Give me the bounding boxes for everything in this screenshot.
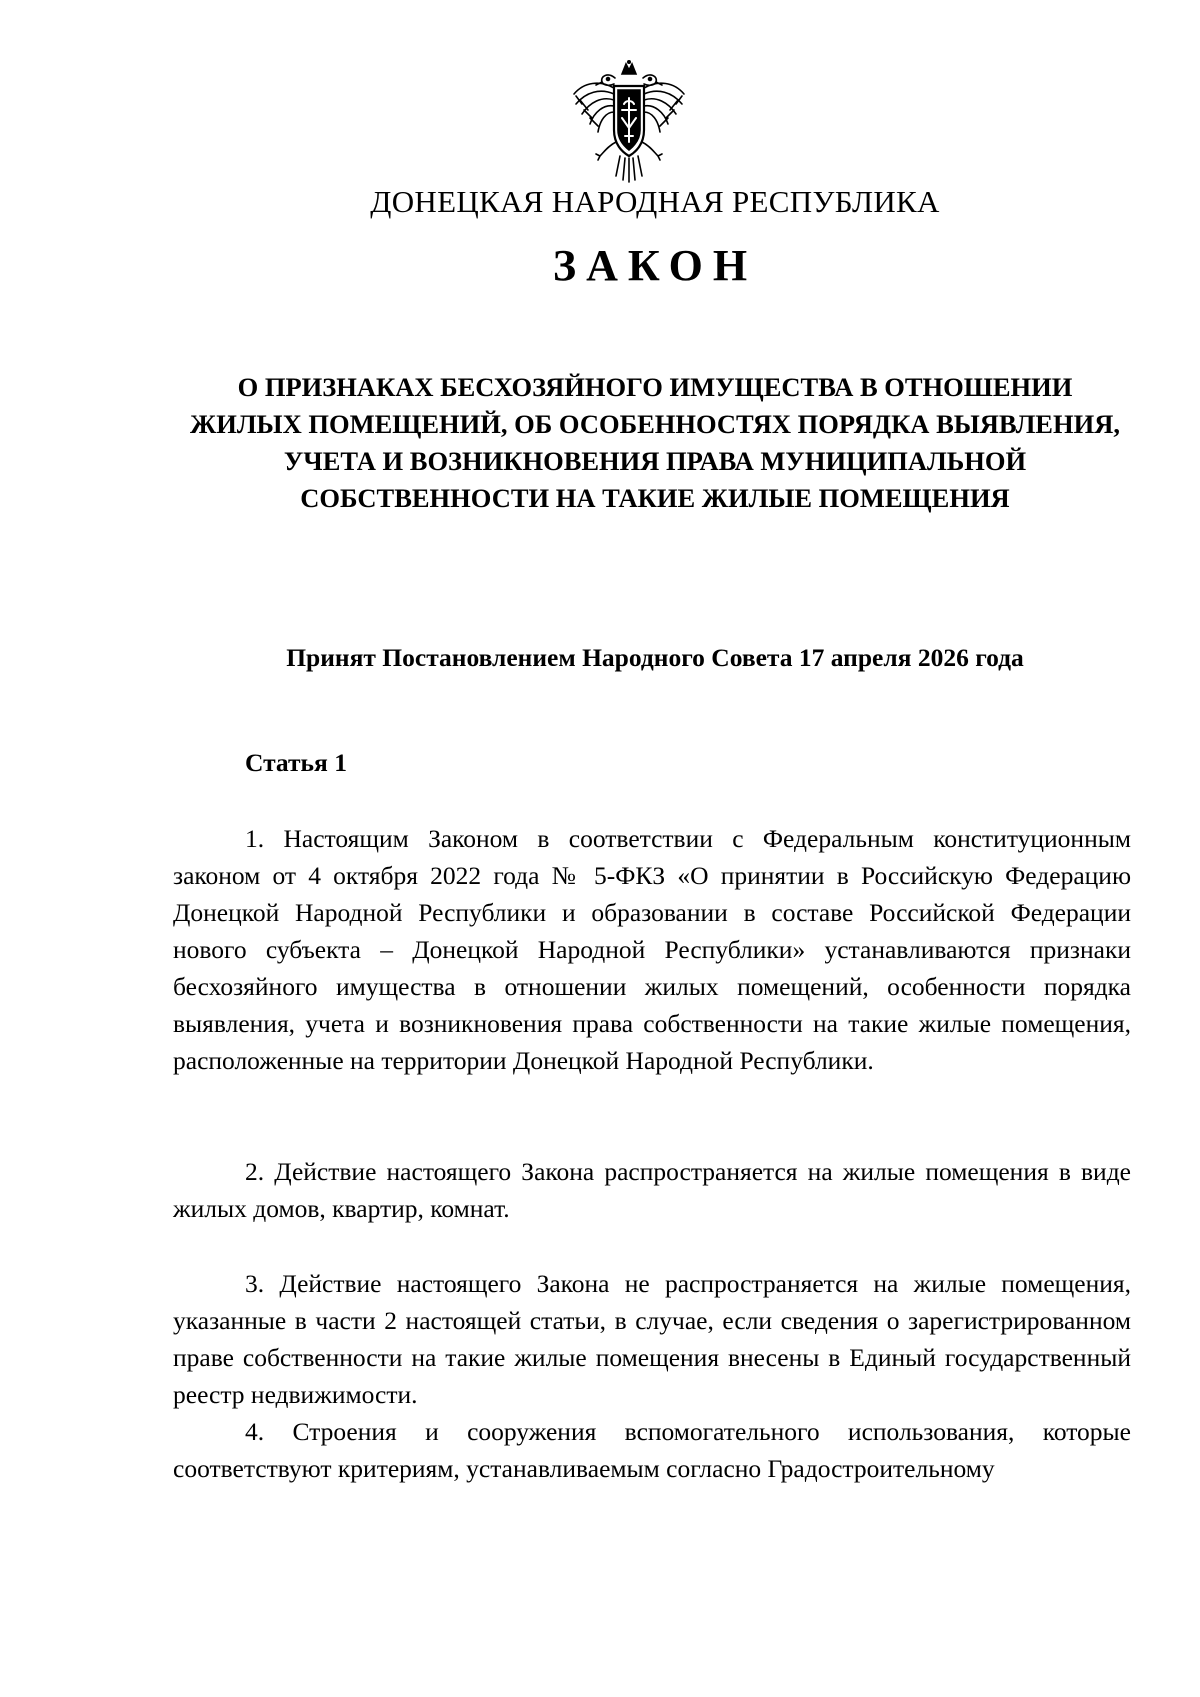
coat-of-arms-icon xyxy=(570,58,688,186)
republic-name: ДОНЕЦКАЯ НАРОДНАЯ РЕСПУБЛИКА xyxy=(370,184,940,219)
article-heading: Статья 1 xyxy=(245,748,347,777)
adoption-note: Принят Постановлением Народного Совета 17 апреля 2026 года xyxy=(286,643,1024,672)
article-paragraph: 2. Действие настоящего Закона распространяется на жилые помещения в виде жилых домов, квартир, комнат. xyxy=(173,1157,1131,1223)
article-paragraph: 1. Настоящим Законом в соответствии с Федеральным конституционным законом от 4 октября 2022 года № 5-ФКЗ «О принятии в Российскую Федерацию Донецкой Народной Республики и образовании в составе Российской Федерации нового субъекта – Донецкой Народной Республики» устанавливаются признаки бесхозяйного имущества в отношении жилых помещений, особенности порядка выявления, учета и возникновения права собственности на такие жилые помещения, расположенные на территории Донецкой Народной Республики. xyxy=(173,824,1131,1075)
article-paragraph: 3. Действие настоящего Закона не распространяется на жилые помещения, указанные в части 2 настоящей статьи, в случае, если сведения о зарегистрированном праве собственности на такие жилые помещения внесены в Единый государственный реестр недвижимости. xyxy=(173,1269,1131,1409)
article-paragraph: 4. Строения и сооружения вспомогательного использования, которые соответствуют критериям, устанавливаемым согласно Градостроительному xyxy=(173,1417,1131,1483)
document-type: ЗАКОН xyxy=(552,241,758,290)
law-title: О ПРИЗНАКАХ БЕСХОЗЯЙНОГО ИМУЩЕСТВА В ОТНОШЕНИИ ЖИЛЫХ ПОМЕЩЕНИЙ, ОБ ОСОБЕННОСТЯХ ПОРЯДКА ВЫЯВЛЕНИЯ, УЧЕТА И ВОЗНИКНОВЕНИЯ ПРАВА МУНИЦИПАЛЬНОЙ СОБСТВЕННОСТИ НА ТАКИЕ ЖИЛЫЕ ПОМЕЩЕНИЯ xyxy=(190,372,1120,513)
